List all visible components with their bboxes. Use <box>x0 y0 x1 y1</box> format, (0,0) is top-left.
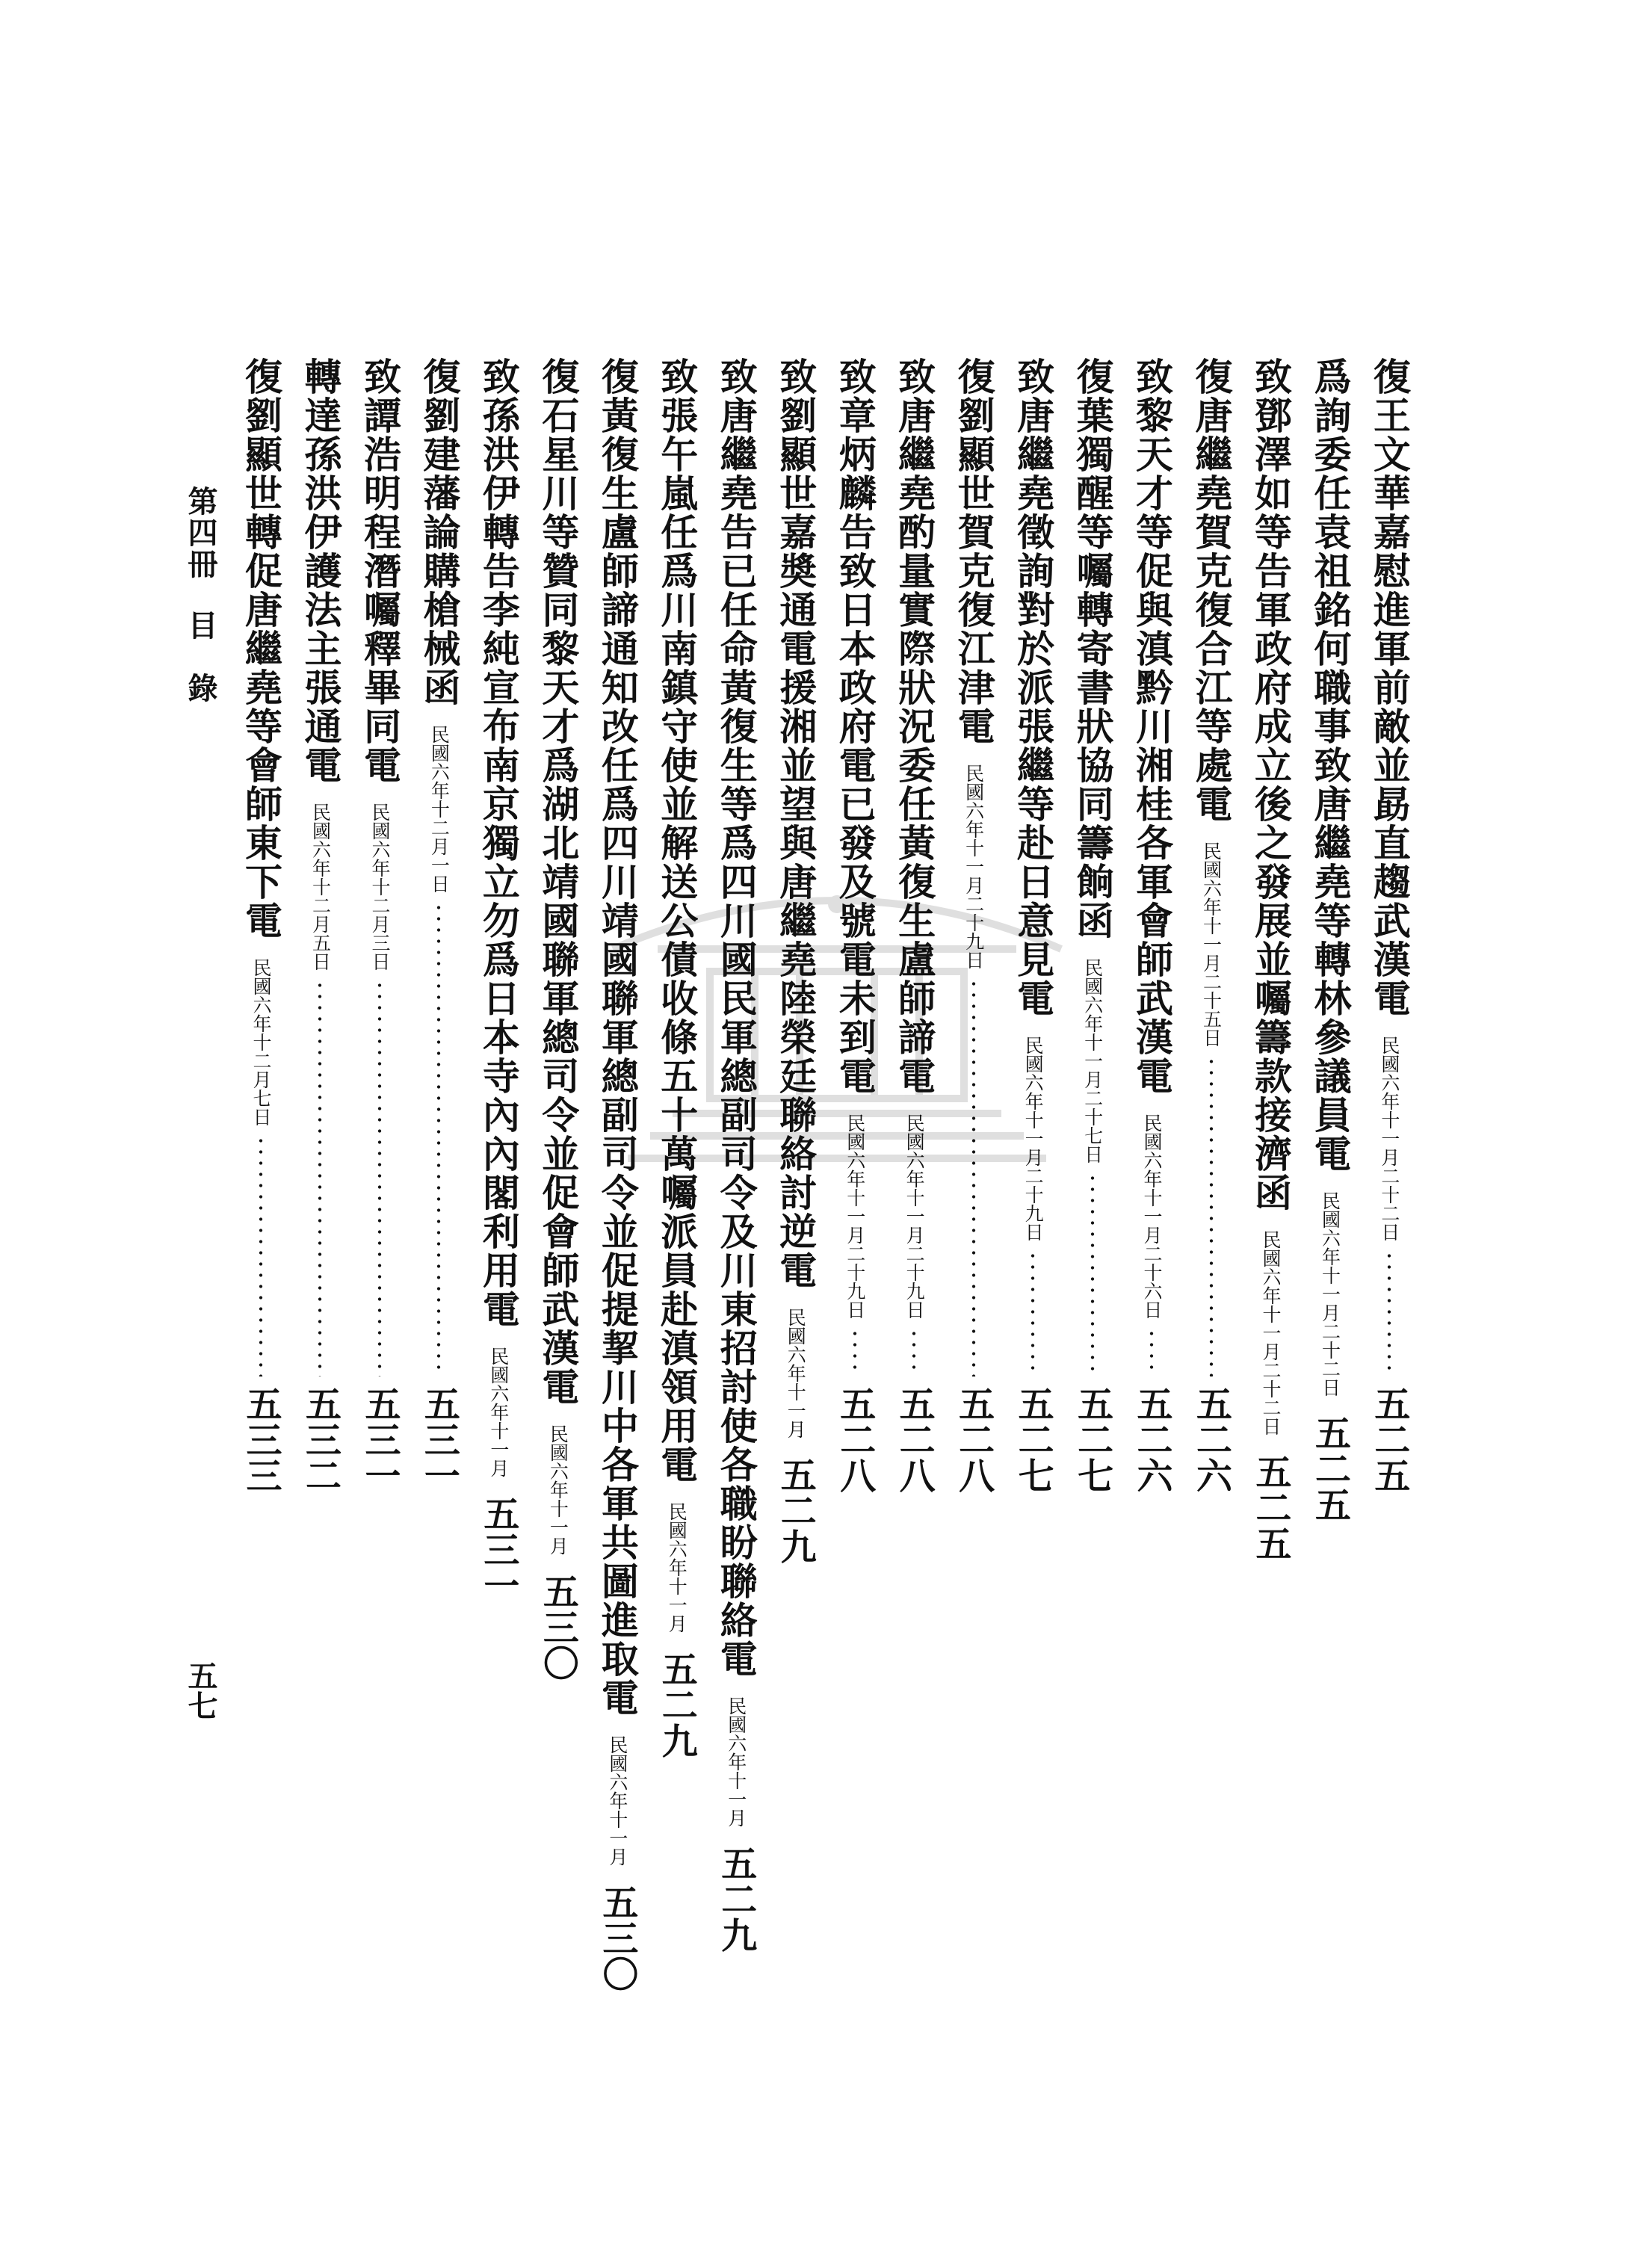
entry-title: 致唐繼堯徵詢對於派張繼等赴日意見電 <box>1011 357 1056 1018</box>
entry-page-number: 五三一 <box>418 1385 460 1493</box>
toc-entry[interactable] <box>951 357 997 1493</box>
entry-page-number: 五三〇 <box>596 1884 638 1992</box>
entry-title: 轉達孫洪伊護法主張通電 <box>298 357 343 785</box>
volume-label: 第四冊 <box>183 486 218 580</box>
entry-title: 爲詢委任袁祖銘何職事致唐繼堯等轉林參議員電 <box>1308 357 1353 1173</box>
entry-title: 致劉顯世嘉奬通電援湘並望與唐繼堯陸榮廷聯絡討逆電 <box>773 357 818 1290</box>
entry-page-number: 五二九 <box>774 1456 817 1564</box>
entry-date: 民國六年十一月二十七日 <box>1081 958 1104 1164</box>
entry-page-number: 五二七 <box>1071 1385 1113 1493</box>
entry-page-number: 五三一 <box>358 1385 401 1493</box>
entry-date: 民國六年十一月二十九日 <box>844 1113 866 1319</box>
toc-entry[interactable] <box>832 357 878 1493</box>
entry-page-number: 五二五 <box>1249 1453 1291 1561</box>
folio-page-number: 五七 <box>183 1660 218 1720</box>
entry-title: 致譚浩明程潛囑釋畢同電 <box>357 357 402 785</box>
entry-title: 致鄧澤如等告軍政府成立後之發展並囑籌款接濟函 <box>1248 357 1293 1212</box>
toc-entry[interactable] <box>1247 357 1294 1561</box>
entry-page-number: 五二九 <box>655 1651 698 1758</box>
entry-date: 民國六年十一月 <box>606 1735 628 1866</box>
toc-entry[interactable] <box>1069 357 1116 1493</box>
entry-title: 致黎天才等促與滇黔川湘桂各軍會師武漢電 <box>1130 357 1175 1096</box>
dot-leader <box>1387 1250 1391 1376</box>
entry-page-number: 五二八 <box>952 1385 995 1493</box>
toc-entry[interactable] <box>534 357 581 1681</box>
entry-page-number: 五三三 <box>240 1385 282 1493</box>
dot-leader <box>1209 1056 1214 1376</box>
entry-page-number: 五二九 <box>714 1845 757 1953</box>
entry-date: 民國六年十二月三日 <box>368 803 391 971</box>
dot-leader <box>377 980 382 1376</box>
entry-title: 復王文華嘉慰進軍前敵並勗直趨武漢電 <box>1367 357 1412 1018</box>
toc-entry[interactable] <box>1010 357 1056 1493</box>
entry-title: 復劉顯世轉促唐繼堯等會師東下電 <box>239 357 283 940</box>
toc-entry[interactable] <box>1306 357 1353 1522</box>
entry-date: 民國六年十一月 <box>487 1347 510 1477</box>
entry-page-number: 五二五 <box>1368 1385 1410 1493</box>
entry-title: 復葉獨醒等囑轉寄書狀協同籌餉函 <box>1070 357 1115 940</box>
toc-entry[interactable] <box>891 357 937 1493</box>
entry-date: 民國六年十一月 <box>666 1502 688 1633</box>
dot-leader <box>1031 1250 1035 1376</box>
toc-entry[interactable] <box>238 357 284 1493</box>
entry-page-number: 五二六 <box>1131 1385 1173 1493</box>
entry-date: 民國六年十一月二十九日 <box>1022 1036 1045 1241</box>
section-label: 目 錄 <box>183 610 218 704</box>
toc-entry[interactable] <box>415 357 462 1493</box>
entry-title: 復石星川等贊同黎天才爲湖北靖國聯軍總司令並促會師武漢電 <box>536 357 581 1406</box>
table-of-contents <box>238 357 1412 1992</box>
entry-date: 民國六年十一月二十二日 <box>1378 1036 1400 1241</box>
dot-leader <box>1149 1328 1154 1376</box>
entry-date: 民國六年十一月二十九日 <box>903 1113 926 1319</box>
toc-entry[interactable] <box>653 357 699 1758</box>
entry-title: 致唐繼堯告已任命黃復生等爲四川國民軍總副司令及川東招討使各職盼聯絡電 <box>714 357 758 1678</box>
entry-date: 民國六年十一月二十二日 <box>1319 1191 1341 1397</box>
entry-page-number: 五二七 <box>1012 1385 1054 1493</box>
entry-title: 致張午嵐任爲川南鎮守使並解送公債收條五十萬囑派員赴滇領用電 <box>655 357 699 1484</box>
entry-page-number: 五三二 <box>299 1385 342 1493</box>
entry-title: 致唐繼堯酌量實際狀況委任黃復生盧師諦電 <box>892 357 937 1096</box>
entry-date: 民國六年十二月五日 <box>309 803 332 971</box>
entry-date: 民國六年十一月 <box>547 1424 569 1555</box>
dot-leader <box>971 978 976 1376</box>
entry-title: 復黃復生盧師諦通知改任爲四川靖國聯軍總副司令並促提挈川中各軍共圖進取電 <box>595 357 640 1717</box>
toc-entry[interactable] <box>772 357 818 1564</box>
toc-entry[interactable] <box>356 357 403 1493</box>
entry-page-number: 五二八 <box>893 1385 936 1493</box>
toc-entry[interactable] <box>1188 357 1235 1493</box>
entry-page-number: 五二六 <box>1190 1385 1232 1493</box>
entry-date: 民國六年十一月二十六日 <box>1141 1113 1164 1319</box>
entry-page-number: 五二五 <box>1308 1415 1351 1522</box>
toc-entry[interactable] <box>1366 357 1412 1493</box>
entry-page-number: 五二八 <box>833 1385 876 1493</box>
dot-leader <box>912 1328 916 1376</box>
entry-page-number: 五三〇 <box>537 1573 579 1681</box>
entry-page-number: 五三一 <box>477 1495 519 1603</box>
toc-entry[interactable] <box>297 357 343 1493</box>
toc-entry[interactable] <box>1128 357 1175 1493</box>
toc-entry[interactable] <box>475 357 522 1603</box>
entry-date: 民國六年十一月 <box>725 1696 747 1827</box>
entry-date: 民國六年十一月二十九日 <box>962 764 985 969</box>
toc-entry[interactable] <box>713 357 759 1953</box>
dot-leader <box>259 1135 263 1376</box>
dot-leader <box>436 902 441 1376</box>
entry-date: 民國六年十一月二十五日 <box>1200 841 1223 1047</box>
entry-date: 民國六年十二月一日 <box>428 725 451 893</box>
entry-date: 民國六年十二月七日 <box>250 958 272 1126</box>
entry-date: 民國六年十一月 <box>785 1308 807 1439</box>
entry-title: 復唐繼堯賀克復合江等處電 <box>1189 357 1234 824</box>
entry-title: 復劉建藩論購槍械函 <box>417 357 462 707</box>
entry-title: 致章炳麟告致日本政府電已發及號電未到電 <box>832 357 877 1096</box>
entry-date: 民國六年十一月二十二日 <box>1259 1230 1282 1436</box>
dot-leader <box>318 980 322 1376</box>
dot-leader <box>853 1328 857 1376</box>
entry-title: 致孫洪伊轉告李純宣布南京獨立勿爲日本寺內內閣利用電 <box>476 357 521 1329</box>
running-header <box>178 486 223 704</box>
entry-title: 復劉顯世賀克復江津電 <box>951 357 996 746</box>
dot-leader <box>1090 1172 1095 1376</box>
toc-entry[interactable] <box>594 357 640 1992</box>
